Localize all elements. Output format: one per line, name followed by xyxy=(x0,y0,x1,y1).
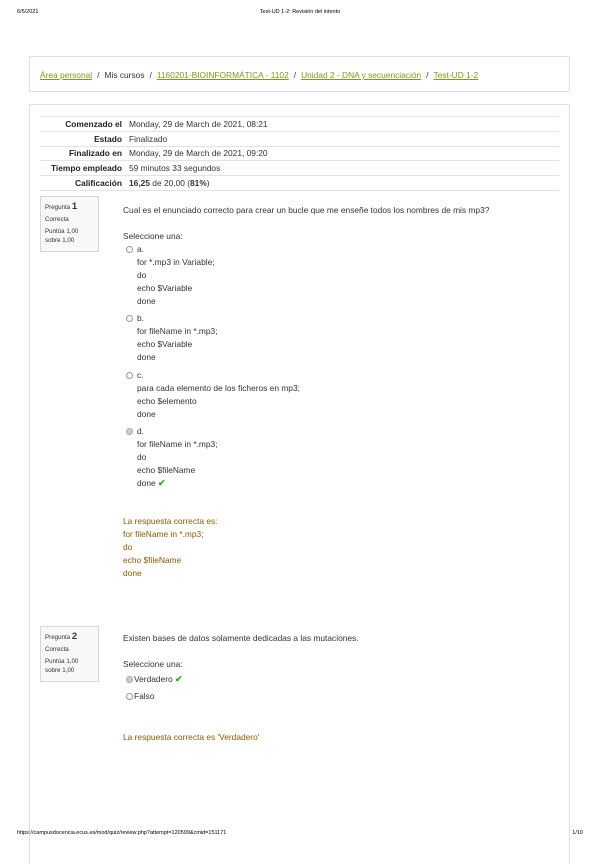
feedback-line: done xyxy=(123,568,142,578)
question-number xyxy=(45,201,94,212)
answer-option-falso[interactable] xyxy=(126,691,154,701)
option-line: echo $elemento xyxy=(137,396,197,406)
summary-label: Finalizado en xyxy=(40,146,129,161)
breadcrumb-separator: / xyxy=(426,70,429,80)
question-text: Cual es el enunciado correcto para crear un bucle que me enseñe todos los nombres de mis mp3? xyxy=(123,205,490,215)
summary-value xyxy=(129,176,559,191)
question-label: Pregunta xyxy=(45,204,71,211)
breadcrumb-separator: / xyxy=(149,70,152,80)
radio-icon[interactable] xyxy=(126,676,133,683)
summary-row-finished xyxy=(40,146,559,161)
breadcrumb-unit[interactable]: Unidad 2 - DNA y secuenciación xyxy=(301,70,422,80)
breadcrumb-mis-cursos: Mis cursos xyxy=(104,70,145,80)
option-line: done xyxy=(137,352,156,362)
grade-percent: 81% xyxy=(190,178,207,189)
breadcrumb-course[interactable]: 1160201-BIOINFORMÁTICA - 1102 xyxy=(156,70,289,80)
print-title: Test-UD 1-2: Revisión del intento xyxy=(259,9,341,15)
breadcrumb-area-personal[interactable]: Área personal xyxy=(40,70,93,80)
breadcrumb-quiz[interactable]: Test-UD 1-2 xyxy=(433,70,479,80)
summary-row-state xyxy=(40,131,559,146)
option-line: for fileName in *.mp3; xyxy=(137,326,218,336)
grade-score: 16,25 xyxy=(129,178,150,189)
feedback-line: do xyxy=(123,542,133,552)
quiz-review-region xyxy=(29,104,570,864)
question-state: Correcta xyxy=(45,216,69,223)
option-line: done xyxy=(137,409,156,419)
feedback-line: for fileName in *.mp3; xyxy=(123,529,204,539)
question-grade: Puntúa 1,00 sobre 1,00 xyxy=(45,658,79,674)
check-icon: ✔ xyxy=(174,674,183,684)
radio-icon[interactable] xyxy=(126,693,133,700)
radio-icon[interactable] xyxy=(126,372,133,379)
option-line: do xyxy=(137,270,147,280)
question-number xyxy=(45,631,94,642)
answer-option-c[interactable] xyxy=(126,369,300,421)
answer-option-verdadero[interactable] xyxy=(126,674,183,685)
correct-answer-feedback xyxy=(123,515,218,580)
feedback-line: La respuesta correcta es 'Verdadero' xyxy=(123,732,260,742)
question-info-2 xyxy=(40,626,99,682)
print-url: https://campusdocencia.ecus.es/mod/quiz/review.php?attempt=120599&cmid=151171 xyxy=(17,830,227,836)
option-letter: c. xyxy=(137,370,144,380)
question-grade: Puntúa 1,00 sobre 1,00 xyxy=(45,228,79,244)
answer-option-a[interactable] xyxy=(126,243,215,308)
check-icon: ✔ xyxy=(157,478,166,488)
attempt-summary-table xyxy=(40,116,559,191)
option-line: for fileName in *.mp3; xyxy=(137,439,218,449)
breadcrumb-separator: / xyxy=(293,70,297,80)
feedback-line: echo $fileName xyxy=(123,555,182,565)
option-line: done xyxy=(137,478,156,488)
answer-prompt: Seleccione una: xyxy=(123,231,183,241)
summary-value: Monday, 29 de March de 2021, 08:21 xyxy=(129,117,559,132)
radio-icon[interactable] xyxy=(126,315,133,322)
summary-value: Finalizado xyxy=(129,131,559,146)
summary-value: 59 minutos 33 segundos xyxy=(129,161,559,176)
summary-value: Monday, 29 de March de 2021, 09:20 xyxy=(129,146,559,161)
option-letter: d. xyxy=(137,426,144,436)
summary-row-grade xyxy=(40,176,559,191)
print-date: 6/5/2021 xyxy=(17,9,39,15)
summary-label: Calificación xyxy=(40,176,129,191)
option-line: do xyxy=(137,452,147,462)
option-line: echo $fileName xyxy=(137,465,196,475)
summary-row-time xyxy=(40,161,559,176)
option-line: done xyxy=(137,296,156,306)
correct-answer-feedback xyxy=(123,731,259,744)
breadcrumb-container xyxy=(29,56,570,92)
question-state: Correcta xyxy=(45,646,69,653)
option-line: para cada elemento de los ficheros en mp3; xyxy=(137,383,300,393)
answer-option-d[interactable] xyxy=(126,425,218,490)
option-line: for *.mp3 in Variable; xyxy=(137,257,215,267)
option-line: echo $Variable xyxy=(137,283,193,293)
answer-option-b[interactable] xyxy=(126,312,218,364)
breadcrumb-separator: / xyxy=(97,70,100,80)
summary-label: Tiempo empleado xyxy=(40,161,129,176)
summary-row-started xyxy=(40,117,559,132)
radio-icon[interactable] xyxy=(126,246,133,253)
option-line: echo $Variable xyxy=(137,339,193,349)
question-number-value: 1 xyxy=(71,201,78,212)
grade-close: ) xyxy=(206,178,210,189)
answer-prompt: Seleccione una: xyxy=(123,659,183,669)
option-letter: a. xyxy=(137,244,144,254)
feedback-line: La respuesta correcta es: xyxy=(123,516,218,526)
option-letter: b. xyxy=(137,313,144,323)
radio-icon[interactable] xyxy=(126,428,133,435)
question-text: Existen bases de datos solamente dedicadas a las mutaciones. xyxy=(123,633,359,643)
option-text: Verdadero xyxy=(134,674,173,684)
question-number-value: 2 xyxy=(71,631,78,642)
summary-label: Comenzado el xyxy=(40,117,129,132)
question-info-1 xyxy=(40,196,99,252)
option-text: Falso xyxy=(134,691,155,701)
summary-label: Estado xyxy=(40,131,129,146)
question-label: Pregunta xyxy=(45,634,71,641)
print-page-number: 1/10 xyxy=(572,830,583,836)
breadcrumb xyxy=(40,70,478,80)
grade-total: de 20,00 ( xyxy=(149,178,191,189)
